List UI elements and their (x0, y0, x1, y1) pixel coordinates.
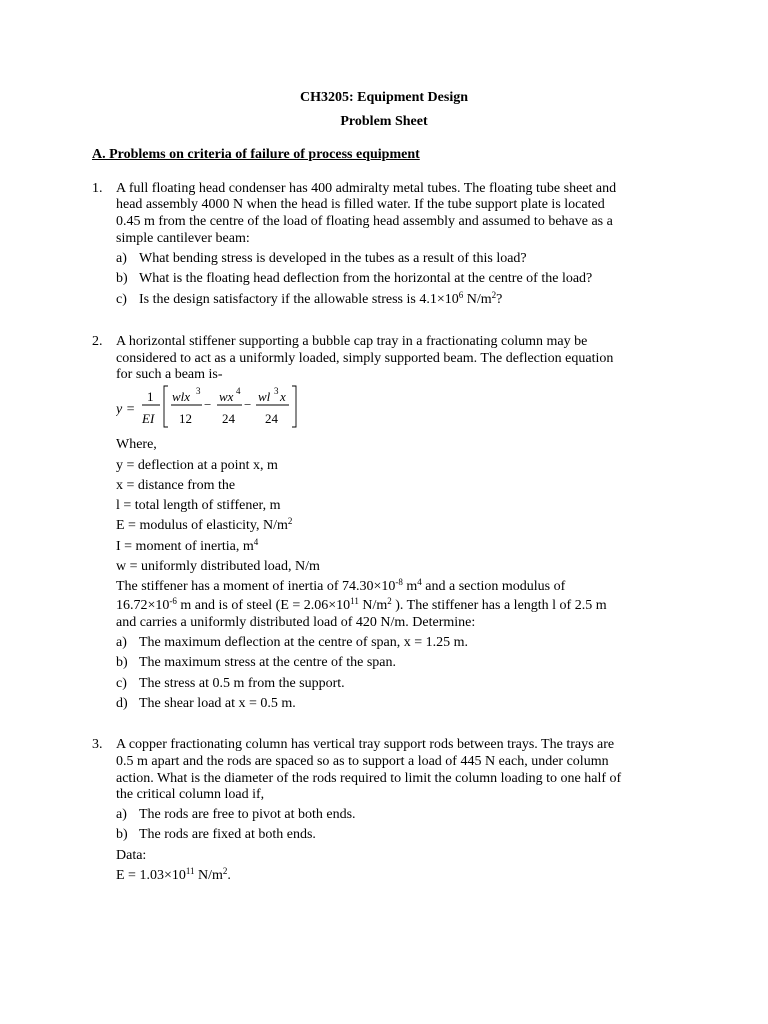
term3-numerator-a: wl (258, 389, 271, 404)
q2-part-c-letter: c) (116, 676, 127, 691)
stiffener-statement-line: and carries a uniformly distributed load of 420 N/m. Determine: (116, 615, 476, 630)
section-heading-a: A. Problems on criteria of failure of process equipment (92, 147, 420, 162)
question-1-line: simple cantilever beam: (116, 231, 250, 246)
question-1-line: head assembly 4000 N when the head is filled water. If the tube support plate is located (116, 197, 605, 212)
question-number-1: 1. (92, 181, 103, 196)
term2-numerator: wx (219, 389, 234, 404)
term3-numerator-b: x (280, 389, 286, 404)
q1-part-a-text: What bending stress is developed in the tubes as a result of this load? (139, 251, 527, 266)
question-2-line: considered to act as a uniformly loaded, simply supported beam. The deflection equation (116, 351, 614, 366)
q1-part-c-text: Is the design satisfactory if the allowable stress is $4.1\times 10^6$ $N/m^2$? (139, 290, 503, 307)
q2-part-d-text: The shear load at x = 0.5 m. (139, 696, 296, 711)
q3-part-b-text: The rods are fixed at both ends. (139, 827, 316, 842)
term1-exponent: 3 (196, 386, 201, 396)
question-1-line: A full floating head condenser has 400 admiralty metal tubes. The floating tube sheet and (116, 181, 617, 196)
definition-y: y = deflection at a point x, m (116, 458, 278, 473)
q2-part-c-text: The stress at 0.5 m from the support. (139, 676, 345, 691)
q2-part-b-letter: b) (116, 655, 128, 670)
stiffener-statement-line: The stiffener has a moment of inertia of $74.30\times 10^{-8}$ $m^4$ and a section modulus of (116, 577, 566, 594)
stiffener-statement-line: $16.72\times 10^{-6}$ m and is of steel ($E = 2.06\times 10^{11}$ $N/m^2$ ). The stiffener has a length l of 2.5 m (116, 596, 607, 613)
data-label: Data: (116, 848, 147, 863)
question-3-line: action. What is the diameter of the rods required to limit the column loading to one half of (116, 771, 622, 786)
question-3-line: 0.5 m apart and the rods are spaced so as to support a load of 445 N each, under column (116, 754, 609, 769)
minus-sign: − (204, 397, 212, 412)
minus-sign: − (244, 397, 252, 412)
q3-part-b-letter: b) (116, 827, 128, 842)
definition-e: E = modulus of elasticity, $N/m^2$ (116, 516, 293, 533)
equation-ei: EI (142, 411, 155, 426)
equation-lhs: y = (116, 402, 136, 417)
question-number-3: 3. (92, 737, 103, 752)
course-title: CH3205: Equipment Design (299, 90, 469, 105)
question-3-line: A copper fractionating column has vertical tray support rods between trays. The trays are (116, 737, 615, 752)
equation-one: 1 (147, 389, 154, 404)
q3-part-a-letter: a) (116, 807, 127, 822)
q2-part-a-text: The maximum deflection at the centre of span, x = 1.25 m. (139, 635, 469, 650)
term2-denominator: 24 (222, 411, 235, 426)
deflection-equation (116, 383, 306, 433)
question-number-2: 2. (92, 334, 103, 349)
q2-part-b-text: The maximum stress at the centre of the span. (139, 655, 396, 670)
question-2-line: for such a beam is- (116, 367, 223, 382)
term3-exponent: 3 (274, 386, 279, 396)
q2-part-d-letter: d) (116, 696, 128, 711)
q2-part-a-letter: a) (116, 635, 127, 650)
q1-part-b-text: What is the floating head deflection from the horizontal at the centre of the load? (139, 271, 593, 286)
term3-denominator: 24 (265, 411, 278, 426)
q1-part-b-letter: b) (116, 271, 128, 286)
definition-l: l = total length of stiffener, m (116, 498, 281, 513)
question-3-line: the critical column load if, (116, 787, 265, 802)
sheet-title: Problem Sheet (340, 114, 428, 129)
q1-part-a-letter: a) (116, 251, 127, 266)
definition-w: w = uniformly distributed load, N/m (116, 559, 320, 574)
modulus-value: $E = 1.03\times 10^{11}$ $N/m^2$. (116, 866, 231, 883)
q1-part-c-letter: c) (116, 292, 127, 307)
term1-denominator: 12 (179, 411, 192, 426)
question-1-line: 0.45 m from the centre of the load of floating head assembly and assumed to behave as a (116, 214, 613, 229)
definition-i: I = moment of inertia, $m^4$ (116, 537, 259, 554)
term1-numerator: wlx (172, 389, 191, 404)
term2-exponent: 4 (236, 386, 241, 396)
q3-part-a-text: The rods are free to pivot at both ends. (139, 807, 356, 822)
question-2-line: A horizontal stiffener supporting a bubble cap tray in a fractionating column may be (116, 334, 588, 349)
where-label: Where, (116, 437, 157, 452)
definition-x: x = distance from the (116, 478, 236, 493)
